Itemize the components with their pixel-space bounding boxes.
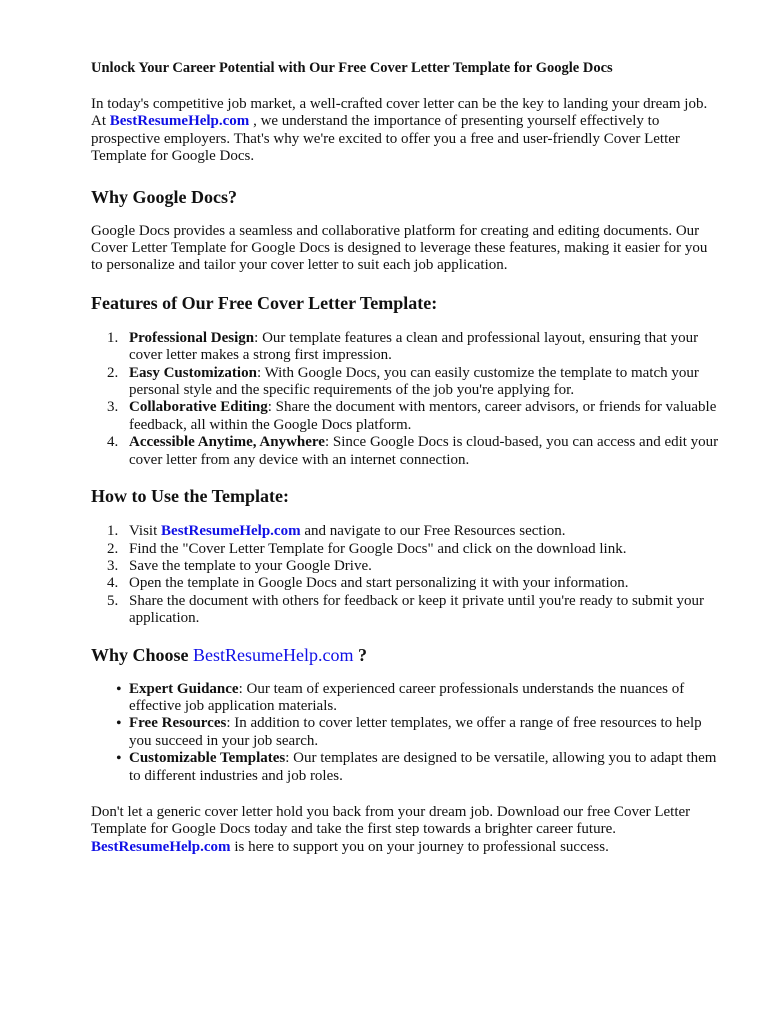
closing-paragraph xyxy=(91,804,720,856)
benefit-text: : In addition to cover letter templates, we offer a range of free resources to help you succeed in your job search. xyxy=(129,715,702,749)
step-text: Find the "Cover Letter Template for Google Docs" and click on the download link. xyxy=(129,540,627,557)
bullet-icon: • xyxy=(116,715,122,733)
closing-text: Don't let a generic cover letter hold you back from your dream job. Download our free Cover Letter Template for Google Docs today and take the first step towards a brighter career future. xyxy=(91,803,691,838)
benefit-text: : Our templates are designed to be versatile, allowing you to adapt them to different industries and job roles. xyxy=(129,750,717,784)
how-to-heading: How to Use the Template: xyxy=(91,486,289,507)
feature-text: : Our template features a clean and professional layout, ensuring that your cover letter makes a strong first impression. xyxy=(129,329,699,364)
step-text: Open the template in Google Docs and start personalizing it with your information. xyxy=(129,575,629,592)
bullet-icon: • xyxy=(116,750,122,768)
benefit-label: Customizable Templates xyxy=(129,750,286,767)
list-item xyxy=(91,330,720,365)
list-item xyxy=(91,558,720,575)
list-number: 2. xyxy=(107,540,119,557)
why-google-docs-heading: Why Google Docs? xyxy=(91,186,237,207)
bullet-icon: • xyxy=(116,680,122,698)
list-number: 5. xyxy=(107,592,119,609)
why-choose-heading-after: ? xyxy=(353,644,367,665)
step-text-before: Visit xyxy=(129,523,162,540)
feature-text: : With Google Docs, you can easily customize the template to match your personal style and the specific requirements of the job you're applying for. xyxy=(129,364,699,399)
list-number: 2. xyxy=(107,364,119,381)
intro-paragraph xyxy=(91,96,720,166)
list-item xyxy=(91,434,720,469)
step-text: Share the document with others for feedback or keep it private until you're ready to submit your application. xyxy=(129,592,705,627)
list-item xyxy=(91,750,720,785)
step-text: Save the template to your Google Drive. xyxy=(129,557,372,574)
feature-label: Professional Design xyxy=(129,329,255,346)
benefit-text: : Our team of experienced career professionals understands the nuances of effective job application materials. xyxy=(129,680,685,714)
list-item xyxy=(91,575,720,592)
feature-label: Accessible Anytime, Anywhere xyxy=(129,434,325,451)
intro-text-after: , we understand the importance of presenting yourself effectively to prospective employers. That's why we're excited to offer you a free and user-friendly Cover Letter Template for Google Docs. xyxy=(91,113,680,165)
why-google-docs-paragraph: Google Docs provides a seamless and collaborative platform for creating and editing documents. Our Cover Letter Template for Google Docs is designed to leverage these features, making it easier for you to personalize and tailor your cover letter to suit each job application. xyxy=(91,222,708,274)
list-item xyxy=(91,399,720,434)
list-item xyxy=(91,593,720,628)
list-number: 4. xyxy=(107,575,119,592)
closing-text-after: is here to support you on your journey to professional success. xyxy=(230,838,609,855)
brand-link[interactable]: BestResumeHelp.com xyxy=(193,644,354,665)
benefit-label: Free Resources xyxy=(129,715,227,732)
list-number: 3. xyxy=(107,557,119,574)
brand-link[interactable]: BestResumeHelp.com xyxy=(161,523,301,540)
brand-link[interactable]: BestResumeHelp.com xyxy=(109,113,250,130)
brand-link[interactable]: BestResumeHelp.com xyxy=(91,838,231,855)
list-item xyxy=(91,365,720,400)
step-text-after: and navigate to our Free Resources section. xyxy=(300,523,566,540)
list-number: 4. xyxy=(107,434,119,451)
document-title: Unlock Your Career Potential with Our Free Cover Letter Template for Google Docs xyxy=(91,60,613,76)
list-item xyxy=(91,681,720,716)
features-heading: Features of Our Free Cover Letter Template: xyxy=(91,292,438,313)
list-item xyxy=(91,523,720,540)
why-choose-heading-before: Why Choose xyxy=(91,644,194,665)
why-choose-list xyxy=(91,681,720,785)
how-to-list xyxy=(91,523,720,627)
features-list xyxy=(91,330,720,469)
feature-label: Collaborative Editing xyxy=(129,399,268,416)
list-item xyxy=(91,715,720,750)
list-item xyxy=(91,541,720,558)
list-number: 1. xyxy=(107,329,119,346)
intro-text-before: In today's competitive job market, a well-crafted cover letter can be the key to landing your dream job. At xyxy=(91,96,708,130)
feature-label: Easy Customization xyxy=(129,364,257,381)
list-number: 3. xyxy=(107,399,119,416)
list-number: 1. xyxy=(107,523,119,540)
why-choose-heading xyxy=(91,644,720,666)
benefit-label: Expert Guidance xyxy=(129,680,239,697)
feature-text: : Since Google Docs is cloud-based, you can access and edit your cover letter from any device with an internet connection. xyxy=(129,434,719,468)
feature-text: : Share the document with mentors, career advisors, or friends for valuable feedback, all within the Google Docs platform. xyxy=(129,399,717,433)
